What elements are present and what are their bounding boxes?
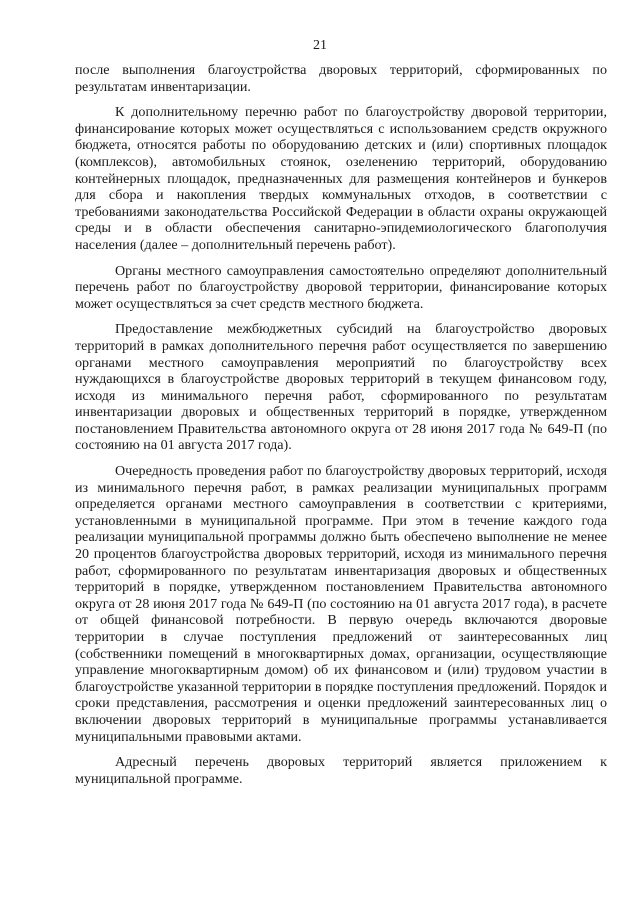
paragraph-subsidies: Предоставление межбюджетных субсидий на благоустройство дворовых территорий в рамках дополнительного перечня работ осуществляется по завершению органами местного самоуправления мероприятий по благоустройству всех нуждающихся в благоустройстве дворовых территорий в текущем финансовом году, исходя из минимального перечня работ, сформированного по результатам инвентаризации дворовых и общественных территорий в порядке, утвержденном постановлением Правительства автономного округа от 28 июня 2017 года № 649-П (по состоянию на 01 августа 2017 года).: [75, 321, 607, 454]
paragraph-continuation: после выполнения благоустройства дворовых территорий, сформированных по результатам инвентаризации.: [75, 62, 607, 95]
paragraph-address-list: Адресный перечень дворовых территорий является приложением к муниципальной программе.: [75, 754, 607, 787]
page-number: 21: [313, 38, 327, 53]
paragraph-additional-works: К дополнительному перечню работ по благоустройству дворовой территории, финансирование которых может осуществляться с использованием средств окружного бюджета, относятся работы по оборудованию детских и (или) спортивных площадок (комплексов), автомобильных стоянок, озеленению территорий, оборудованию контейнерных площадок, предназначенных для размещения контейнеров и бункеров для сбора и накопления твердых коммунальных отходов, в соответствии с требованиями законодательства Российской Федерации в области охраны окружающей среды и в области обеспечения санитарно-эпидемиологического благополучия населения (далее – дополнительный перечень работ).: [75, 104, 607, 253]
page-body: [75, 62, 607, 796]
paragraph-work-order: Очередность проведения работ по благоустройству дворовых территорий, исходя из минимального перечня работ, в рамках реализации муниципальных программ определяется органами местного самоуправления в соответствии с критериями, установленными в муниципальной программе. При этом в течение каждого года реализации муниципальной программы должно быть обеспечено выполнение не менее 20 процентов благоустройства дворовых территорий, исходя из минимального перечня работ, сформированного по результатам инвентаризация дворовых и общественных территорий в порядке, утвержденном постановлением Правительства автономного округа от 28 июня 2017 года № 649-П (по состоянию на 01 августа 2017 года), в расчете от общей финансовой потребности. В первую очередь включаются дворовые территории в случае поступления предложений от заинтересованных лиц (собственники помещений в многоквартирных домах, организации, осуществляющие управление многоквартирным домом) об их финансовом и (или) трудовом участии в благоустройстве указанной территории в порядке поступления предложений. Порядок и сроки представления, рассмотрения и оценки предложений заинтересованных лиц о включении дворовых территорий в муниципальные программы устанавливается муниципальными правовыми актами.: [75, 463, 607, 745]
paragraph-local-authorities: Органы местного самоуправления самостоятельно определяют дополнительный перечень работ по благоустройству дворовой территории, финансирование которых может осуществляться за счет средств местного бюджета.: [75, 262, 607, 312]
